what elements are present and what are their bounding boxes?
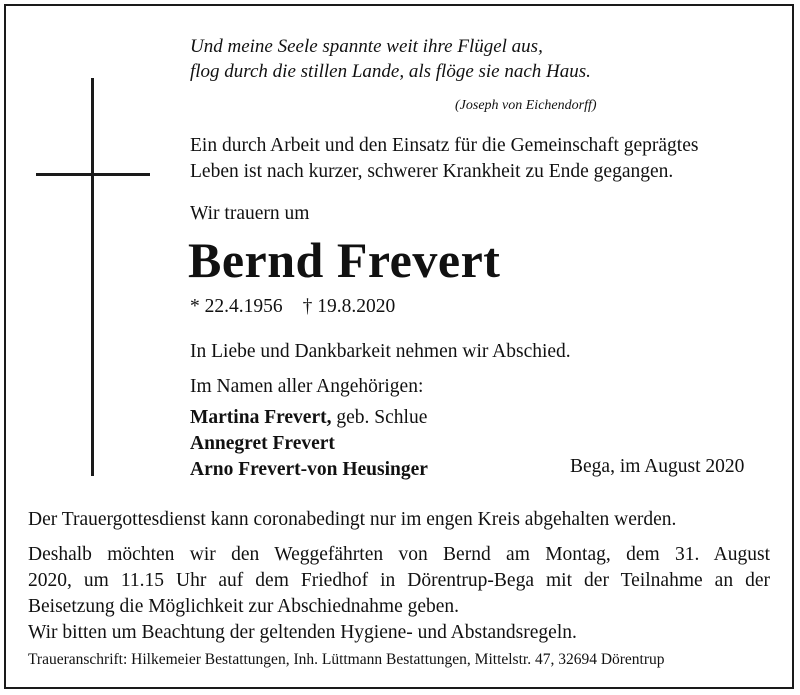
intro-line-2: Leben ist nach kurzer, schwerer Krankheit zu Ende gegangen.	[190, 161, 674, 182]
hygiene-notice: Wir bitten um Beachtung der geltenden Hygiene- und Abstandsregeln.	[28, 622, 577, 643]
poem-line-1: Und meine Seele spannte weit ihre Flügel aus,	[190, 36, 543, 57]
mourner-name: Arno Frevert-von Heusinger	[190, 459, 428, 480]
mourning-address: Traueranschrift: Hilkemeier Bestattungen, Inh. Lüttmann Bestattungen, Mittelstr. 47, 32694 Dörentrup	[28, 651, 665, 668]
burial-notice	[28, 542, 770, 646]
poem-line-2: flog durch die stillen Lande, als flöge sie nach Haus.	[190, 61, 591, 82]
death-date: † 19.8.2020	[302, 296, 396, 317]
mourner	[190, 405, 428, 431]
mourner-name: Annegret Frevert	[190, 433, 335, 454]
deceased-name: Bernd Frevert	[188, 232, 501, 288]
place-date: Bega, im August 2020	[570, 456, 745, 477]
life-dates	[190, 296, 395, 318]
intro-line-1: Ein durch Arbeit und den Einsatz für die Gemeinschaft geprägtes	[190, 135, 699, 156]
cross-icon	[91, 78, 94, 476]
birth-date: * 22.4.1956	[190, 296, 283, 317]
cross-icon-bar	[36, 173, 150, 176]
poem-author: (Joseph von Eichendorff)	[455, 98, 597, 113]
mourner	[190, 431, 428, 457]
mourner-note: geb. Schlue	[336, 407, 428, 428]
mourn-text: Wir trauern um	[190, 203, 310, 224]
service-notice: Der Trauergottesdienst kann coronabedingt nur im engen Kreis abgehalten werden.	[28, 509, 677, 530]
burial-notice-line: Deshalb möchten wir den Weggefährten von Bernd am Montag, dem 31. August	[28, 544, 770, 565]
mourners-list	[190, 405, 428, 483]
intro-text	[190, 133, 698, 185]
burial-notice-line: Beisetzung die Möglichkeit zur Abschiednahme geben.	[28, 596, 460, 617]
mourner-name: Martina Frevert,	[190, 407, 332, 428]
burial-notice-line: 2020, um 11.15 Uhr auf dem Friedhof in Dörentrup-Bega mit der Teilnahme an der	[28, 570, 770, 591]
mourner	[190, 457, 428, 483]
relatives-label: Im Namen aller Angehörigen:	[190, 376, 424, 397]
farewell-text: In Liebe und Dankbarkeit nehmen wir Abschied.	[190, 341, 571, 362]
poem	[190, 34, 591, 84]
